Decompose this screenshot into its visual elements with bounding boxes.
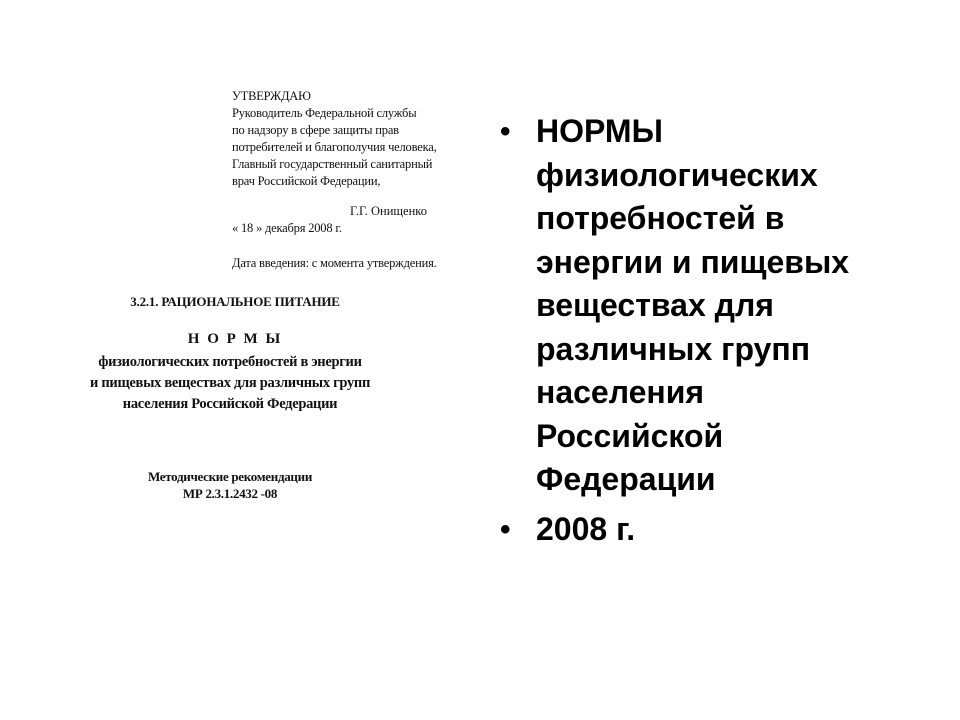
approval-block xyxy=(232,88,472,190)
bullet-line: Российской xyxy=(536,417,724,454)
method-code: МР 2.3.1.2432 -08 xyxy=(182,486,278,501)
approval-line: УТВЕРЖДАЮ xyxy=(232,89,311,103)
bullet-line: населения xyxy=(536,374,705,410)
bullet-item-year xyxy=(500,508,930,552)
section-heading: 3.2.1. РАЦИОНАЛЬНОЕ ПИТАНИЕ xyxy=(130,294,340,309)
approval-line: потребителей и благополучия человека, xyxy=(232,140,437,154)
norms-subtitle-line: физиологических потребностей в энергии xyxy=(98,354,362,370)
bullet-line: НОРМЫ xyxy=(536,113,663,149)
norms-subtitle xyxy=(0,352,460,415)
approval-line: Главный государственный санитарный xyxy=(232,157,433,171)
bullet-line: веществах для xyxy=(536,287,774,323)
bullet-text xyxy=(536,508,930,552)
approval-line: по надзору в сфере защиты прав xyxy=(232,123,399,137)
approval-line: врач Российской Федерации, xyxy=(232,174,381,188)
bullet-marker: • xyxy=(500,512,511,546)
norms-subtitle-line: населения Российской Федерации xyxy=(122,396,338,412)
bullet-marker: • xyxy=(500,115,511,148)
introduction-date: Дата введения: с момента утверждения. xyxy=(232,256,437,270)
bullet-line: энергии и пищевых xyxy=(536,243,850,280)
approval-date: « 18 » декабря 2008 г. xyxy=(232,221,342,235)
approval-line: Руководитель Федеральной службы xyxy=(232,106,417,120)
bullet-line: 2008 г. xyxy=(536,510,636,547)
bullet-line: потребностей в xyxy=(536,200,785,236)
signatory-name: Г.Г. Онищенко xyxy=(350,204,427,218)
bullet-item-norms xyxy=(500,110,930,502)
bullet-line: различных групп xyxy=(536,330,811,367)
method-line: Методические рекомендации xyxy=(147,469,313,484)
method-recommendations xyxy=(0,468,460,502)
bullet-line: физиологических xyxy=(536,156,818,193)
bullet-line: Федерации xyxy=(536,461,716,497)
bullet-list xyxy=(500,110,930,551)
norms-title: Н О Р М Ы xyxy=(187,331,283,347)
norms-subtitle-line: и пищевых веществах для различных групп xyxy=(89,375,371,391)
bullet-text xyxy=(536,110,930,502)
